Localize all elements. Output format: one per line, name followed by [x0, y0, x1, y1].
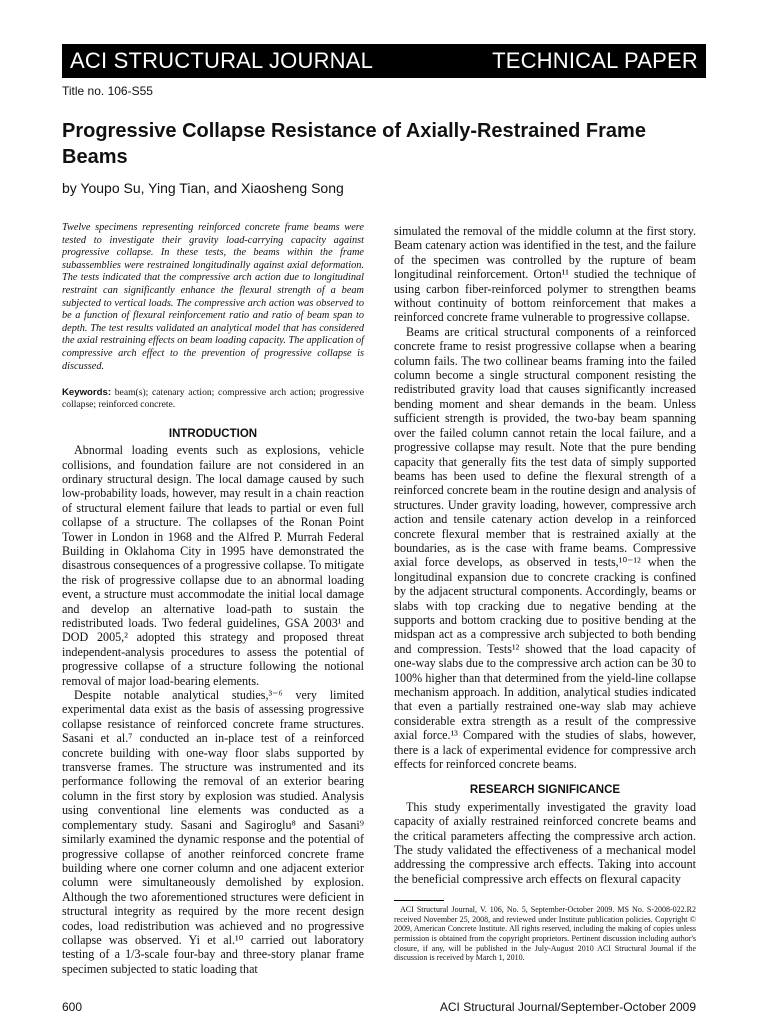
section-heading-introduction: INTRODUCTION [168, 427, 258, 440]
keywords [62, 387, 364, 411]
footnote-divider [394, 900, 444, 901]
title-number: Title no. 106-S55 [62, 84, 153, 98]
keywords-text: beam(s); catenary action; compressive arch action; progressive collapse; reinforced concrete. [62, 387, 364, 410]
footer-journal-issue: ACI Structural Journal/September-October 2009 [439, 1000, 696, 1014]
left-column [62, 222, 364, 976]
research-significance-paragraph: This study experimentally investigated the gravity load capacity of axially restrained reinforced concrete beams and the critical parameters affecting the compressive arch action. The study validated the effectiveness of a mechanical model addressing the compressive arch effects. Taking into account the beneficial compressive arch effects on flexural capacity [394, 799, 696, 886]
body-paragraph-continued: simulated the removal of the middle column at the first story. Beam catenary action was identified in the test, and the failure of the specimen was controlled by the rupture of beam longitudinal reinforcement. Orton¹¹ studied the technique of using carbon fiber-reinforced polymer to strengthen beams without continuity of bottom reinforcement that makes a reinforced concrete frame vulnerable to progressive collapse. [394, 224, 696, 325]
author-byline: by Youpo Su, Ying Tian, and Xiaosheng Song [62, 180, 344, 196]
body-paragraph-beams: Beams are critical structural components of a reinforced concrete frame to resist progressive collapse when a bearing column fails. The two collinear beams framing into the failed column become a single structural component resisting the redistributed gravity load that causes significantly increased bending moment and shear demands in the beam. Unless sufficient strength is provided, the two-bay beam spanning over the failed column cannot retain the local failure, and a progressive collapse may result. Note that the pure bending capacity that generally fits the test data of simply supported beams has been used to define the flexural strength of a reinforced concrete beam in the routine design and analysis of structures. Under gravity loading, however, compressive arch action and tensile catenary action develop in a reinforced concrete flexural member that is restrained axially at the boundaries, as is the case with frame beams. Compressive axial force develops, as observed in tests,¹⁰⁻¹² when the longitudinal expansion due to concrete cracking is confined by the adjacent structural components. Accordingly, beams or slabs with top cracking due to negative bending at the supports and bottom cracking due to positive bending at the midspan act as a compressive arch subjected to both bending and compression. Tests¹² showed that the load capacity of one-way slabs due to the compressive arch action can be 30 to 100% higher than that determined from the yield-line collapse mechanism approach. In addition, analytical studies indicated that even a partially restrained one-way slab may achieve considerable extra strength as a result of the compressive axial force.¹³ Compared with the studies of slabs, however, there is a lack of experimental evidence for compressive arch effects for reinforced concrete beams. [394, 324, 696, 772]
paper-type: TECHNICAL PAPER [492, 48, 698, 73]
journal-banner [62, 44, 706, 78]
right-column [394, 224, 696, 963]
paper-title: Progressive Collapse Resistance of Axially-Restrained Frame Beams [62, 120, 646, 168]
page-number: 600 [62, 1000, 83, 1014]
intro-paragraph-1: Abnormal loading events such as explosions, vehicle collisions, and foundation failure are not considered in an ordinary structural design. The local damage caused by such low-probability loads, however, may result in a chain reaction of structural element failure that leads to partial or even full collapse of a structure. The collapses of the Ronan Point Tower in London in 1968 and the Alfred P. Murrah Federal Building in Oklahoma City in 1995 have demonstrated the disastrous consequences of a progressive collapse. To mitigate the risk of progressive collapse due to an abnormal loading event, a structure must accommodate the initial local damage and develop an alternative load-path to sustain the redistributed loads. Two federal guidelines, GSA 2003¹ and DOD 2005,² adopted this strategy and proposed threat independent-analysis procedures to assess the potential of progressive collapse of a structure following the notional removal of major load-bearing elements. [62, 443, 364, 688]
keywords-label: Keywords: [62, 387, 112, 399]
publication-footnote: ACI Structural Journal, V. 106, No. 5, September-October 2009. MS No. S-2008-022.R2 received November 25, 2008, and reviewed under Institute publication policies. Copyright © 2009, American Concrete Institute. All rights reserved, including the making of copies unless permission is obtained from the copyright proprietors. Pertinent discussion including author's closure, if any, will be published in the July-August 2010 ACI Structural Journal if the discussion is received by March 1, 2010. [394, 905, 696, 963]
abstract: Twelve specimens representing reinforced concrete frame beams were tested to investigate their gravity load-carrying capacity against progressive collapse. In these tests, the beams within the frame subassemblies were restrained longitudinally against axial deformation. The tests indicated that the compressive arch action due to longitudinal restraint can significantly enhance the flexural strength of a beam subjected to vertical loads. The compressive arch action was observed to be a function of flexural reinforcement ratio and ratio of beam span to depth. The test results validated an analytical model that has considered the axial restraining effects on beam loading capacity. The application of compressive arch effect to the prevention of progressive collapse is discussed. [62, 222, 364, 372]
journal-name: ACI STRUCTURAL JOURNAL [70, 48, 374, 73]
intro-paragraph-2: Despite notable analytical studies,³⁻⁶ very limited experimental data exist as the basis of assessing progressive collapse resistance of reinforced concrete frame structures. Sasani et al.⁷ conducted an in-place test of a reinforced concrete building with one-way floor slabs supported by transverse frames. The structure was instrumented and its performance following the removal of an exterior bearing column in the first story by explosion was studied. Analysis using conventional line elements was conducted as a complementary study. Sasani and Sagiroglu⁸ and Sasani⁹ similarly examined the dynamic response and the potential of progressive collapse of another reinforced concrete frame building where one corner column and one adjacent exterior column were simultaneously demolished by explosion. Although the two aforementioned structures were deficient in structural integrity as required by the more recent design codes, load redistribution was achieved and no progressive collapse was observed. Yi et al.¹⁰ carried out laboratory testing of a 1/3-scale four-bay and three-story planar frame specimen subjected to static loading that [62, 688, 364, 976]
section-heading-research-significance: RESEARCH SIGNIFICANCE [469, 784, 621, 797]
